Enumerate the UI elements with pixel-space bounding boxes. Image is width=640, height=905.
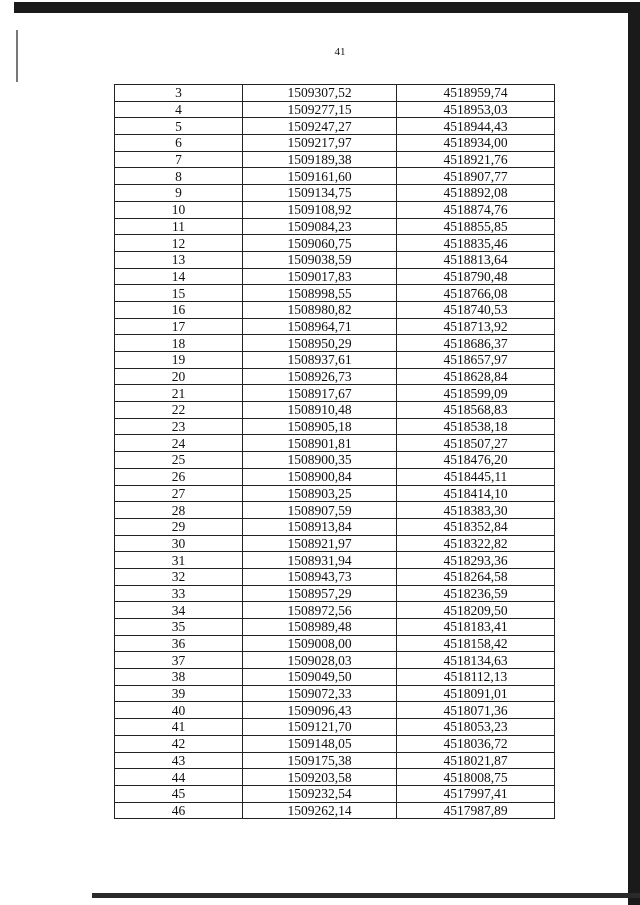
table-row (115, 719, 555, 736)
point-number-cell: 27 (115, 485, 243, 502)
x-coordinate-cell: 1509232,54 (243, 785, 397, 802)
y-coordinate-cell: 4518158,42 (397, 635, 555, 652)
y-coordinate-cell: 4518599,09 (397, 385, 555, 402)
point-number-cell: 43 (115, 752, 243, 769)
table-row (115, 552, 555, 569)
y-coordinate-cell: 4518322,82 (397, 535, 555, 552)
table-row (115, 335, 555, 352)
x-coordinate-cell: 1508905,18 (243, 418, 397, 435)
x-coordinate-cell: 1509060,75 (243, 235, 397, 252)
point-number-cell: 21 (115, 385, 243, 402)
table-row (115, 118, 555, 135)
point-number-cell: 3 (115, 85, 243, 102)
point-number-cell: 4 (115, 101, 243, 118)
point-number-cell: 6 (115, 135, 243, 152)
y-coordinate-cell: 4518053,23 (397, 719, 555, 736)
table-row (115, 352, 555, 369)
table-row (115, 602, 555, 619)
point-number-cell: 16 (115, 301, 243, 318)
y-coordinate-cell: 4518813,64 (397, 251, 555, 268)
scan-border-top (14, 2, 640, 13)
point-number-cell: 8 (115, 168, 243, 185)
x-coordinate-cell: 1509108,92 (243, 201, 397, 218)
y-coordinate-cell: 4518959,74 (397, 85, 555, 102)
point-number-cell: 32 (115, 568, 243, 585)
x-coordinate-cell: 1508998,55 (243, 285, 397, 302)
table-row (115, 802, 555, 819)
point-number-cell: 31 (115, 552, 243, 569)
point-number-cell: 9 (115, 185, 243, 202)
x-coordinate-cell: 1509262,14 (243, 802, 397, 819)
table-row (115, 452, 555, 469)
table-row (115, 151, 555, 168)
y-coordinate-cell: 4518414,10 (397, 485, 555, 502)
table-row (115, 235, 555, 252)
x-coordinate-cell: 1509148,05 (243, 735, 397, 752)
point-number-cell: 13 (115, 251, 243, 268)
point-number-cell: 33 (115, 585, 243, 602)
y-coordinate-cell: 4518628,84 (397, 368, 555, 385)
point-number-cell: 35 (115, 619, 243, 636)
x-coordinate-cell: 1508957,29 (243, 585, 397, 602)
point-number-cell: 12 (115, 235, 243, 252)
y-coordinate-cell: 4518740,53 (397, 301, 555, 318)
table-row (115, 385, 555, 402)
y-coordinate-cell: 4517987,89 (397, 802, 555, 819)
x-coordinate-cell: 1509121,70 (243, 719, 397, 736)
table-row (115, 485, 555, 502)
y-coordinate-cell: 4518686,37 (397, 335, 555, 352)
table-row (115, 769, 555, 786)
table-row (115, 301, 555, 318)
y-coordinate-cell: 4518855,85 (397, 218, 555, 235)
table-row (115, 185, 555, 202)
point-number-cell: 20 (115, 368, 243, 385)
y-coordinate-cell: 4518071,36 (397, 702, 555, 719)
x-coordinate-cell: 1509017,83 (243, 268, 397, 285)
x-coordinate-cell: 1508943,73 (243, 568, 397, 585)
point-number-cell: 41 (115, 719, 243, 736)
y-coordinate-cell: 4518766,08 (397, 285, 555, 302)
point-number-cell: 19 (115, 352, 243, 369)
table-row (115, 218, 555, 235)
y-coordinate-cell: 4518112,13 (397, 669, 555, 686)
table-row (115, 402, 555, 419)
table-row (115, 85, 555, 102)
table-row (115, 468, 555, 485)
point-number-cell: 26 (115, 468, 243, 485)
table-row (115, 101, 555, 118)
y-coordinate-cell: 4518091,01 (397, 685, 555, 702)
point-number-cell: 11 (115, 218, 243, 235)
table-row (115, 669, 555, 686)
x-coordinate-cell: 1508907,59 (243, 502, 397, 519)
x-coordinate-cell: 1509028,03 (243, 652, 397, 669)
point-number-cell: 46 (115, 802, 243, 819)
x-coordinate-cell: 1509008,00 (243, 635, 397, 652)
x-coordinate-cell: 1508964,71 (243, 318, 397, 335)
y-coordinate-cell: 4518021,87 (397, 752, 555, 769)
x-coordinate-cell: 1508931,94 (243, 552, 397, 569)
y-coordinate-cell: 4518874,76 (397, 201, 555, 218)
y-coordinate-cell: 4518538,18 (397, 418, 555, 435)
y-coordinate-cell: 4518183,41 (397, 619, 555, 636)
point-number-cell: 28 (115, 502, 243, 519)
point-number-cell: 30 (115, 535, 243, 552)
table-row (115, 251, 555, 268)
y-coordinate-cell: 4518476,20 (397, 452, 555, 469)
y-coordinate-cell: 4518835,46 (397, 235, 555, 252)
x-coordinate-cell: 1508980,82 (243, 301, 397, 318)
table-row (115, 318, 555, 335)
point-number-cell: 37 (115, 652, 243, 669)
y-coordinate-cell: 4518713,92 (397, 318, 555, 335)
coordinates-table (114, 84, 555, 819)
point-number-cell: 25 (115, 452, 243, 469)
x-coordinate-cell: 1508903,25 (243, 485, 397, 502)
scan-border-right (628, 2, 640, 905)
x-coordinate-cell: 1508910,48 (243, 402, 397, 419)
x-coordinate-cell: 1508937,61 (243, 352, 397, 369)
table-row (115, 135, 555, 152)
point-number-cell: 38 (115, 669, 243, 686)
table-row (115, 268, 555, 285)
table-row (115, 652, 555, 669)
x-coordinate-cell: 1509084,23 (243, 218, 397, 235)
x-coordinate-cell: 1509307,52 (243, 85, 397, 102)
x-coordinate-cell: 1508989,48 (243, 619, 397, 636)
point-number-cell: 36 (115, 635, 243, 652)
y-coordinate-cell: 4518134,63 (397, 652, 555, 669)
x-coordinate-cell: 1509247,27 (243, 118, 397, 135)
table-row (115, 752, 555, 769)
table-row (115, 635, 555, 652)
y-coordinate-cell: 4517997,41 (397, 785, 555, 802)
table-row (115, 168, 555, 185)
point-number-cell: 29 (115, 518, 243, 535)
point-number-cell: 14 (115, 268, 243, 285)
point-number-cell: 17 (115, 318, 243, 335)
table-row (115, 368, 555, 385)
y-coordinate-cell: 4518568,83 (397, 402, 555, 419)
x-coordinate-cell: 1509217,97 (243, 135, 397, 152)
x-coordinate-cell: 1509189,38 (243, 151, 397, 168)
table-row (115, 435, 555, 452)
y-coordinate-cell: 4518236,59 (397, 585, 555, 602)
point-number-cell: 22 (115, 402, 243, 419)
point-number-cell: 18 (115, 335, 243, 352)
y-coordinate-cell: 4518953,03 (397, 101, 555, 118)
y-coordinate-cell: 4518209,50 (397, 602, 555, 619)
point-number-cell: 23 (115, 418, 243, 435)
table-row (115, 785, 555, 802)
y-coordinate-cell: 4518944,43 (397, 118, 555, 135)
y-coordinate-cell: 4518507,27 (397, 435, 555, 452)
table-row (115, 535, 555, 552)
x-coordinate-cell: 1508913,84 (243, 518, 397, 535)
point-number-cell: 39 (115, 685, 243, 702)
table-row (115, 685, 555, 702)
table-row (115, 502, 555, 519)
x-coordinate-cell: 1508900,84 (243, 468, 397, 485)
y-coordinate-cell: 4518293,36 (397, 552, 555, 569)
page-number: 41 (334, 46, 346, 58)
table-row (115, 702, 555, 719)
table-row (115, 735, 555, 752)
y-coordinate-cell: 4518352,84 (397, 518, 555, 535)
point-number-cell: 40 (115, 702, 243, 719)
table-row (115, 418, 555, 435)
x-coordinate-cell: 1509277,15 (243, 101, 397, 118)
x-coordinate-cell: 1508900,35 (243, 452, 397, 469)
x-coordinate-cell: 1509038,59 (243, 251, 397, 268)
y-coordinate-cell: 4518892,08 (397, 185, 555, 202)
point-number-cell: 24 (115, 435, 243, 452)
point-number-cell: 42 (115, 735, 243, 752)
point-number-cell: 45 (115, 785, 243, 802)
coordinates-table-body (115, 85, 555, 819)
y-coordinate-cell: 4518934,00 (397, 135, 555, 152)
x-coordinate-cell: 1508917,67 (243, 385, 397, 402)
table-row (115, 518, 555, 535)
y-coordinate-cell: 4518264,58 (397, 568, 555, 585)
y-coordinate-cell: 4518790,48 (397, 268, 555, 285)
point-number-cell: 5 (115, 118, 243, 135)
x-coordinate-cell: 1509134,75 (243, 185, 397, 202)
x-coordinate-cell: 1508901,81 (243, 435, 397, 452)
point-number-cell: 34 (115, 602, 243, 619)
y-coordinate-cell: 4518445,11 (397, 468, 555, 485)
y-coordinate-cell: 4518657,97 (397, 352, 555, 369)
x-coordinate-cell: 1509161,60 (243, 168, 397, 185)
x-coordinate-cell: 1509203,58 (243, 769, 397, 786)
x-coordinate-cell: 1509072,33 (243, 685, 397, 702)
table-row (115, 201, 555, 218)
y-coordinate-cell: 4518907,77 (397, 168, 555, 185)
y-coordinate-cell: 4518921,76 (397, 151, 555, 168)
point-number-cell: 7 (115, 151, 243, 168)
x-coordinate-cell: 1509175,38 (243, 752, 397, 769)
y-coordinate-cell: 4518036,72 (397, 735, 555, 752)
x-coordinate-cell: 1509096,43 (243, 702, 397, 719)
x-coordinate-cell: 1508926,73 (243, 368, 397, 385)
point-number-cell: 10 (115, 201, 243, 218)
table-row (115, 285, 555, 302)
point-number-cell: 44 (115, 769, 243, 786)
x-coordinate-cell: 1508972,56 (243, 602, 397, 619)
x-coordinate-cell: 1509049,50 (243, 669, 397, 686)
table-row (115, 585, 555, 602)
x-coordinate-cell: 1508921,97 (243, 535, 397, 552)
point-number-cell: 15 (115, 285, 243, 302)
y-coordinate-cell: 4518008,75 (397, 769, 555, 786)
table-row (115, 619, 555, 636)
table-row (115, 568, 555, 585)
x-coordinate-cell: 1508950,29 (243, 335, 397, 352)
y-coordinate-cell: 4518383,30 (397, 502, 555, 519)
scan-border-bottom (92, 893, 640, 898)
